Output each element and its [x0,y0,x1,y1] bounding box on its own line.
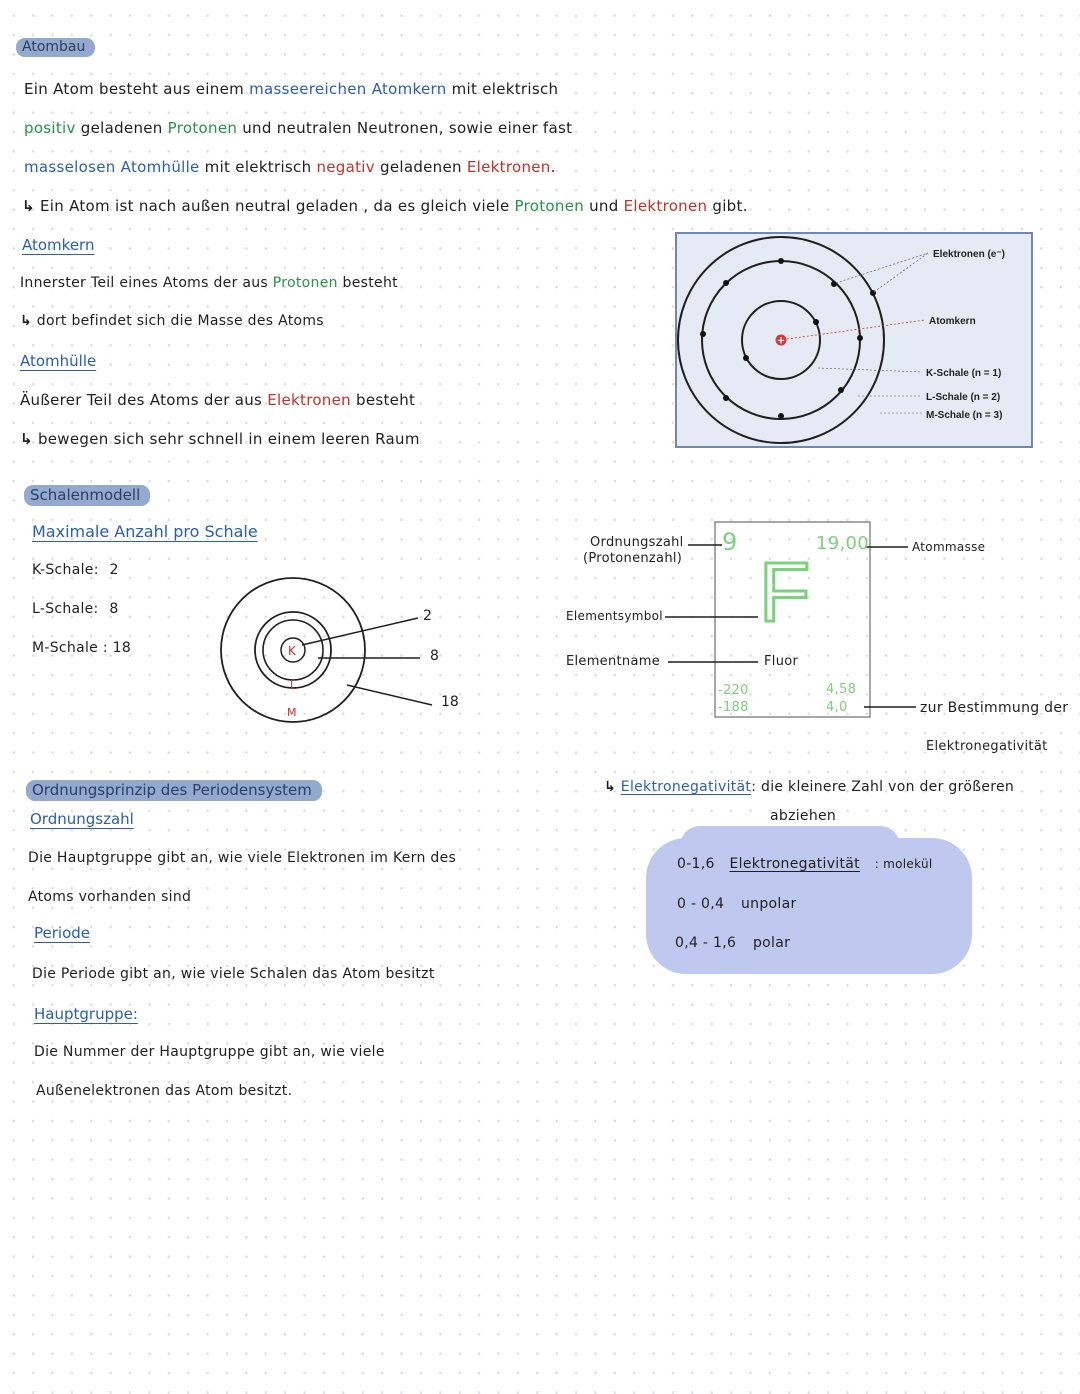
en-box-row-2: 0 - 0,4 unpolar [677,896,797,912]
label-k-shell: K-Schale (n = 1) [926,368,1002,379]
shell-row-k: K-Schale: 2 [32,562,119,578]
shell-row-l: L-Schale: 8 [32,601,119,617]
element-bottom-right-1: 4,58 [826,682,857,697]
section-title-schalenmodell: Schalenmodell [24,485,150,506]
element-bottom-right-2: 4,0 [826,700,848,715]
intro-line-2: positiv geladenen Protonen und neutralen Neutronen, sowie einer fast [24,119,573,137]
element-name: Fluor [764,654,799,669]
note-bestimmung: zur Bestimmung der [920,700,1069,716]
atomkern-line-1: Innerster Teil eines Atoms der aus Protonen besteht [20,275,398,291]
intro-line-3: masselosen Atomhülle mit elektrisch negativ geladenen Elektronen. [24,158,556,176]
hauptgruppe-line-1: Die Nummer der Hauptgruppe gibt an, wie viele [34,1044,385,1060]
label-nucleus: Atomkern [929,316,976,327]
label-elementsymbol: Elementsymbol [566,609,663,623]
label-l-shell: L-Schale (n = 2) [926,392,1001,403]
en-box-row-3: 0,4 - 1,6 polar [675,935,791,951]
arrow-right-icon: ↳ [22,197,35,215]
sketch-m: M [287,706,297,719]
arrow-right-icon: ↳ [604,779,617,795]
en-rule-line-1: ↳ Elektronegativität: die kleinere Zahl von der größeren [604,779,1015,795]
label-ordnungszahl: Ordnungszahl [590,535,684,550]
note-elektronegativitaet: Elektronegativität [926,739,1048,754]
arrow-right-icon: ↳ [20,313,33,329]
en-rule-line-2: abziehen [770,808,837,824]
arrow-right-icon: ↳ [20,430,33,448]
sketch-n3: 18 [441,694,459,710]
section-title-ordnungsprinzip: Ordnungsprinzip des Periodensystem [26,780,322,801]
ordnungszahl-line-1: Die Hauptgruppe gibt an, wie viele Elektronen im Kern des [28,850,457,866]
label-atommasse: Atommasse [912,540,986,554]
intro-line-1: Ein Atom besteht aus einem masseereichen Atomkern mit elektrisch [24,80,559,98]
sketch-n1: 2 [423,608,432,624]
sketch-k: K [288,644,296,658]
element-bottom-left-2: -188 [718,700,749,715]
periode-line-1: Die Periode gibt an, wie viele Schalen das Atom besitzt [32,966,435,982]
heading-hauptgruppe: Hauptgruppe: [34,1005,138,1023]
atomhuelle-line-1: Äußerer Teil des Atoms der aus Elektronen besteht [20,391,416,409]
label-elementname: Elementname [566,654,660,669]
element-mass: 19,00 [816,533,870,554]
label-m-shell: M-Schale (n = 3) [926,410,1003,421]
atomkern-line-2: ↳ dort befindet sich die Masse des Atoms [20,313,324,329]
heading-max-anzahl: Maximale Anzahl pro Schale [32,522,258,541]
element-bottom-left-1: -220 [718,683,749,698]
sketch-n2: 8 [430,648,439,664]
nucleus-plus: + [776,335,786,347]
heading-atomhuelle: Atomhülle [20,352,97,370]
element-number: 9 [722,528,738,556]
atomhuelle-line-2: ↳ bewegen sich sehr schnell in einem leeren Raum [20,430,420,448]
ordnungszahl-line-2: Atoms vorhanden sind [28,889,192,905]
section-title-atombau: Atombau [16,38,95,57]
shell-row-m: M-Schale : 18 [32,640,132,656]
heading-atomkern: Atomkern [22,236,95,254]
label-protonenzahl: (Protonenzahl) [583,551,683,566]
heading-periode: Periode [34,924,91,942]
intro-line-4: ↳ Ein Atom ist nach außen neutral geladen , da es gleich viele Protonen und Elektronen gibt. [22,197,748,215]
hauptgruppe-line-2: Außenelektronen das Atom besitzt. [36,1083,293,1099]
heading-ordnungszahl: Ordnungszahl [30,810,134,828]
label-electrons: Elektronen (e⁻) [933,249,1005,260]
element-symbol: F [759,545,811,639]
en-box-row-1: 0-1,6 Elektronegativität : molekül [677,856,933,872]
sketch-l: L [290,679,297,692]
